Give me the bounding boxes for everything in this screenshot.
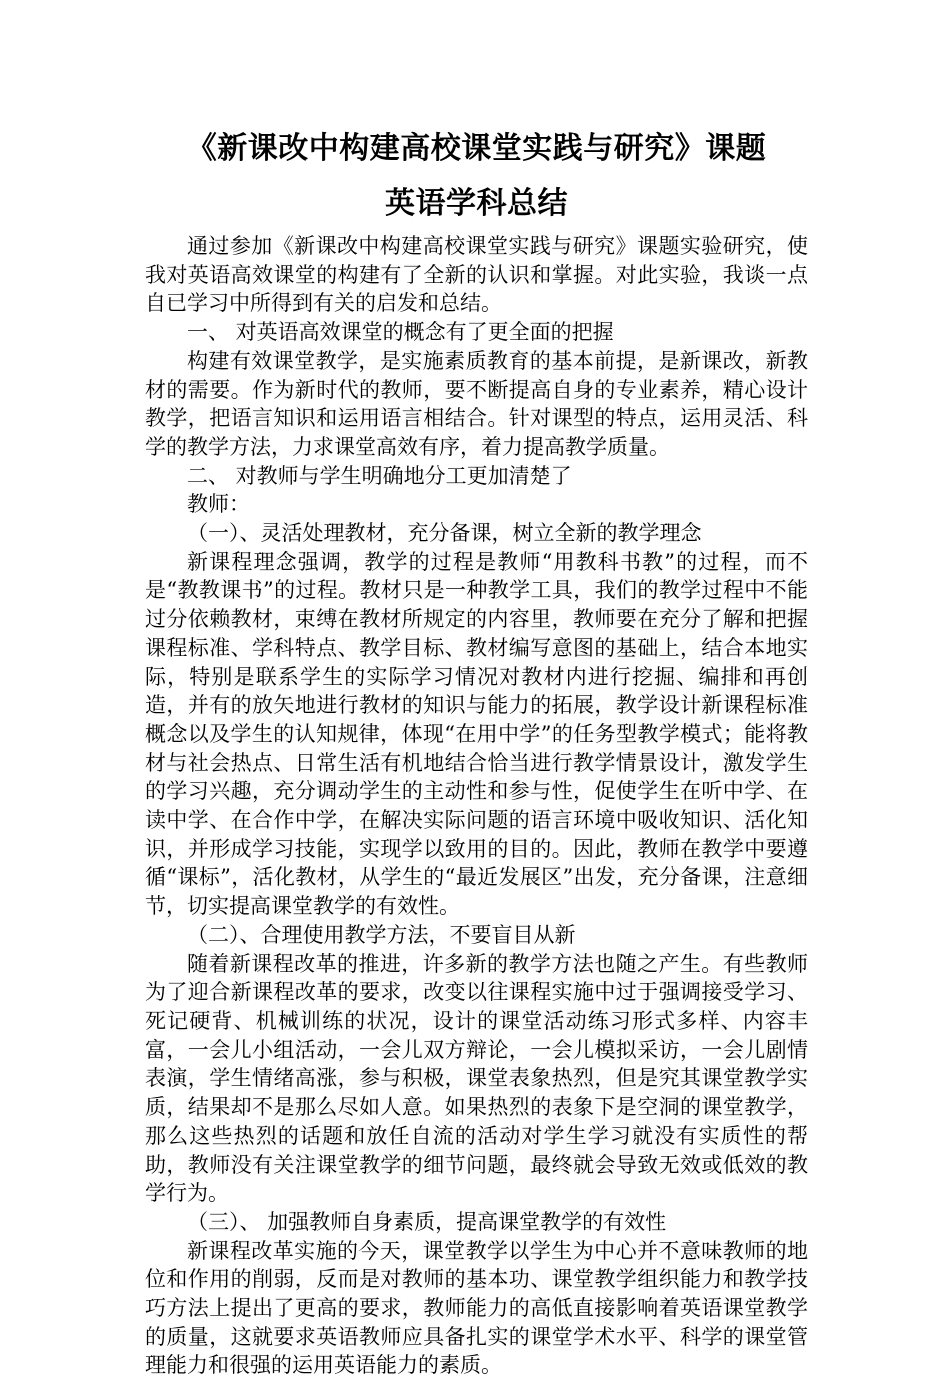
document-title: 《新课改中构建高校课堂实践与研究》课题	[186, 131, 767, 166]
body-paragraph: 新课程理念强调，教学的过程是教师“用教科书教”的过程，而不是“教教课书”的过程。教材只是一种教学工具，我们的教学过程中不能过分依赖教材，束缚在教材所规定的内容里，教师要在充分了解和把握课程标准、学科特点、教学目标、教材编写意图的基础上，结合本地实际，特别是联系学生的实际学习情况对教材内进行挖掘、编排和再创造，并有的放矢地进行教材的知识与能力的拓展，教学设计新课程标准概念以及学生的认知规律，体现“在用中学”的任务型教学模式；能将教材与社会热点、日常生活有机地结合恰当进行教学情景设计，激发学生的学习兴趣，充分调动学生的主动性和参与性，促使学生在听中学、在读中学、在合作中学，在解决实际问题的语言环境中吸收知识、活化知识，并形成学习技能，实现学以致用的目的。因此，教师在教学中要遵循“课标”，活化教材，从学生的“最近发展区”出发，充分备课，注意细节，切实提高课堂教学的有效性。	[145, 549, 808, 919]
subsection-heading-3: （三）、 加强教师自身素质，提高课堂教学的有效性	[187, 1209, 667, 1234]
section-heading-1: 一、 对英语高效课堂的概念有了更全面的把握	[187, 320, 614, 345]
teacher-label: 教师：	[187, 492, 250, 517]
body-paragraph: 新课程改革实施的今天，课堂教学以学生为中心并不意味教师的地位和作用的削弱，反而是对教师的基本功、课堂教学组织能力和教学技巧方法上提出了更高的要求，教师能力的高低直接影响着英语课堂教学的质量，这就要求英语教师应具备扎实的课堂学术水平、科学的课堂管理能力和很强的运用英语能力的素质。	[145, 1238, 808, 1378]
subsection-heading-2: （二）、合理使用教学方法，不要盲目从新	[187, 922, 576, 947]
document-subtitle: 英语学科总结	[385, 186, 568, 221]
body-paragraph: 随着新课程改革的推进，许多新的教学方法也随之产生。有些教师为了迎合新课程改革的要求，改变以往课程实施中过于强调接受学习、死记硬背、机械训练的状况，设计的课堂活动练习形式多样、内容丰富，一会儿小组活动，一会儿双方辩论，一会儿模拟采访，一会儿剧情表演，学生情绪高涨，参与积极，课堂表象热烈，但是究其课堂教学实质，结果却不是那么尽如人意。如果热烈的表象下是空洞的课堂教学，那么这些热烈的话题和放任自流的活动对学生学习就没有实质性的帮助，教师没有关注课堂教学的细节问题，最终就会导致无效或低效的教学行为。	[145, 951, 808, 1206]
intro-paragraph: 通过参加《新课改中构建高校课堂实践与研究》课题实验研究，使我对英语高效课堂的构建有了全新的认识和掌握。对此实验，我谈一点自已学习中所得到有关的启发和总结。	[145, 234, 808, 316]
section-heading-2: 二、 对教师与学生明确地分工更加清楚了	[187, 463, 572, 488]
body-paragraph: 构建有效课堂教学，是实施素质教育的基本前提，是新课改，新教材的需要。作为新时代的教师，要不断提高自身的专业素养，精心设计教学，把语言知识和运用语言相结合。针对课型的特点，运用灵活、科学的教学方法，力求课堂高效有序，着力提高教学质量。	[145, 348, 808, 459]
subsection-heading-1: （一）、灵活处理教材，充分备课，树立全新的教学理念	[187, 521, 702, 546]
